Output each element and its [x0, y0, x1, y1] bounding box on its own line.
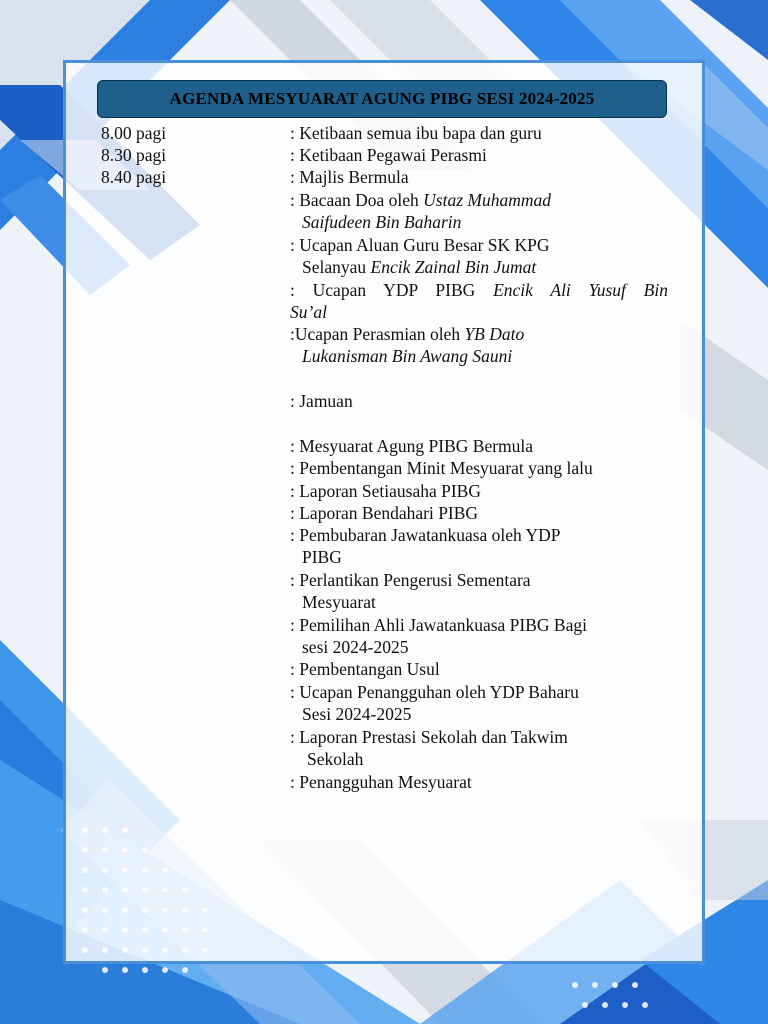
agenda-desc: : Ucapan Penangguhan oleh YDP Baharu Sesi 2024-2025 [290, 682, 579, 724]
agenda-desc: : Ucapan Aluan Guru Besar SK KPG Selanyau Encik Zainal Bin Jumat [290, 235, 550, 277]
agenda-desc: : Mesyuarat Agung PIBG Bermula [290, 436, 534, 456]
agenda-desc: : Ucapan YDP PIBG Encik Ali Yusuf Bin Su’al [290, 280, 668, 322]
agenda-desc: : Majlis Bermula [290, 167, 409, 187]
agenda-desc: : Laporan Setiausaha PIBG [290, 481, 481, 501]
agenda-time: 8.40 pagi [101, 167, 167, 187]
agenda-desc: : Laporan Bendahari PIBG [290, 503, 479, 523]
agenda-title: AGENDA MESYUARAT AGUNG PIBG SESI 2024-2025 [169, 89, 595, 108]
agenda-desc: : Ketibaan Pegawai Perasmi [290, 145, 487, 165]
agenda-desc: : Pemilihan Ahli Jawatankuasa PIBG Bagi sesi 2024-2025 [290, 615, 587, 657]
agenda-desc: : Laporan Prestasi Sekolah dan Takwim Sekolah [290, 727, 568, 769]
agenda-desc: : Ketibaan semua ibu bapa dan guru [290, 123, 542, 143]
agenda-desc: : Bacaan Doa oleh Ustaz Muhammad Saifudeen Bin Baharin [290, 190, 551, 232]
agenda-desc: : Pembubaran Jawatankuasa oleh YDP PIBG [290, 525, 561, 567]
agenda-desc: : Jamuan [290, 391, 353, 411]
agenda-desc: : Pembentangan Minit Mesyuarat yang lalu [290, 458, 593, 478]
agenda-time: 8.30 pagi [101, 145, 167, 165]
agenda-time: 8.00 pagi [101, 123, 167, 143]
agenda-desc: : Penangguhan Mesyuarat [290, 772, 472, 792]
agenda-desc: :Ucapan Perasmian oleh YB Dato Lukanisman Bin Awang Sauni [290, 324, 525, 366]
agenda-desc: : Perlantikan Pengerusi Sementara Mesyuarat [290, 570, 531, 612]
agenda-desc: : Pembentangan Usul [290, 659, 440, 679]
